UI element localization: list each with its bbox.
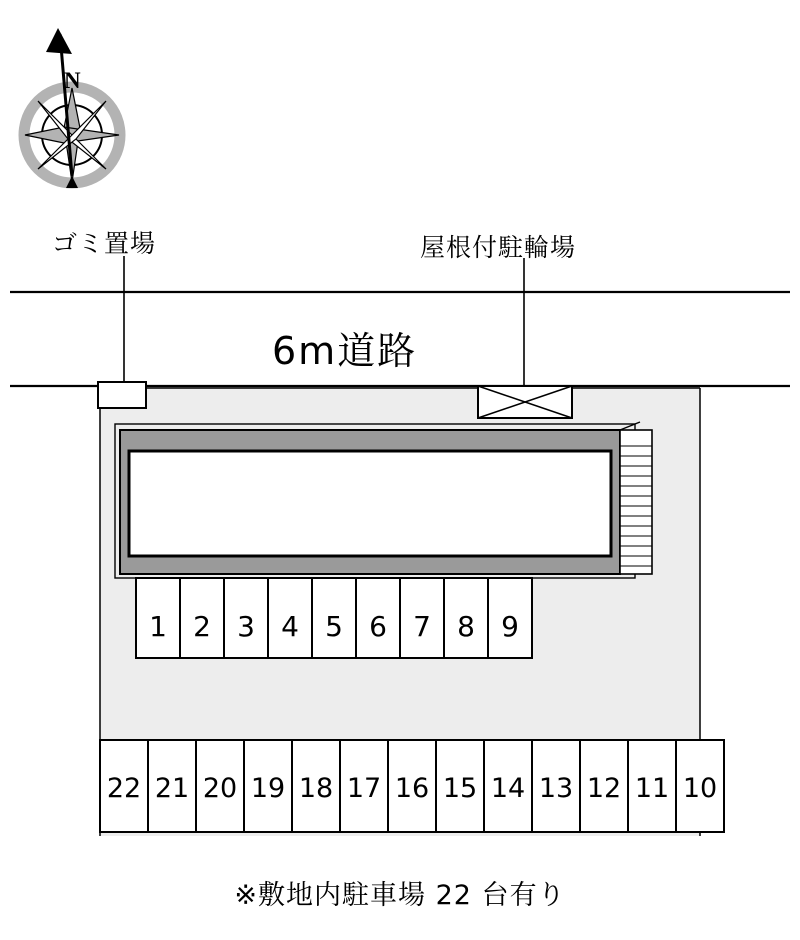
stall-number-4: 4: [281, 610, 299, 643]
compass-north-label: N: [64, 68, 81, 93]
callout-label-trash-area: ゴミ置場: [52, 229, 157, 258]
stall-number-20: 20: [202, 773, 238, 804]
stall-number-14: 14: [490, 773, 526, 804]
stall-number-22: 22: [106, 773, 142, 804]
stair-block: [620, 422, 652, 574]
stall-number-19: 19: [250, 773, 286, 804]
compass: [18, 20, 138, 200]
stall-number-17: 17: [346, 773, 382, 804]
callout-label-covered-bicycle-parking: 屋根付駐輪場: [420, 233, 577, 262]
stall-number-5: 5: [325, 610, 343, 643]
footer-note: ※敷地内駐車場 22 台有り: [234, 880, 566, 911]
stall-number-8: 8: [457, 610, 475, 643]
apartment-building: [115, 422, 652, 578]
stall-number-3: 3: [237, 610, 255, 643]
stall-number-7: 7: [413, 610, 431, 643]
trash-enclosure: [98, 382, 146, 408]
stall-number-9: 9: [501, 610, 519, 643]
stall-number-15: 15: [442, 773, 478, 804]
stall-number-2: 2: [193, 610, 211, 643]
stall-number-11: 11: [634, 773, 670, 804]
stall-number-12: 12: [586, 773, 622, 804]
stall-number-1: 1: [149, 610, 167, 643]
covered-bicycle-parking: [478, 386, 572, 418]
stall-number-21: 21: [154, 773, 190, 804]
road-label: 6m道路: [272, 329, 418, 373]
stall-number-13: 13: [538, 773, 574, 804]
stall-number-6: 6: [369, 610, 387, 643]
stall-number-10: 10: [682, 773, 718, 804]
stall-number-18: 18: [298, 773, 334, 804]
stall-number-16: 16: [394, 773, 430, 804]
